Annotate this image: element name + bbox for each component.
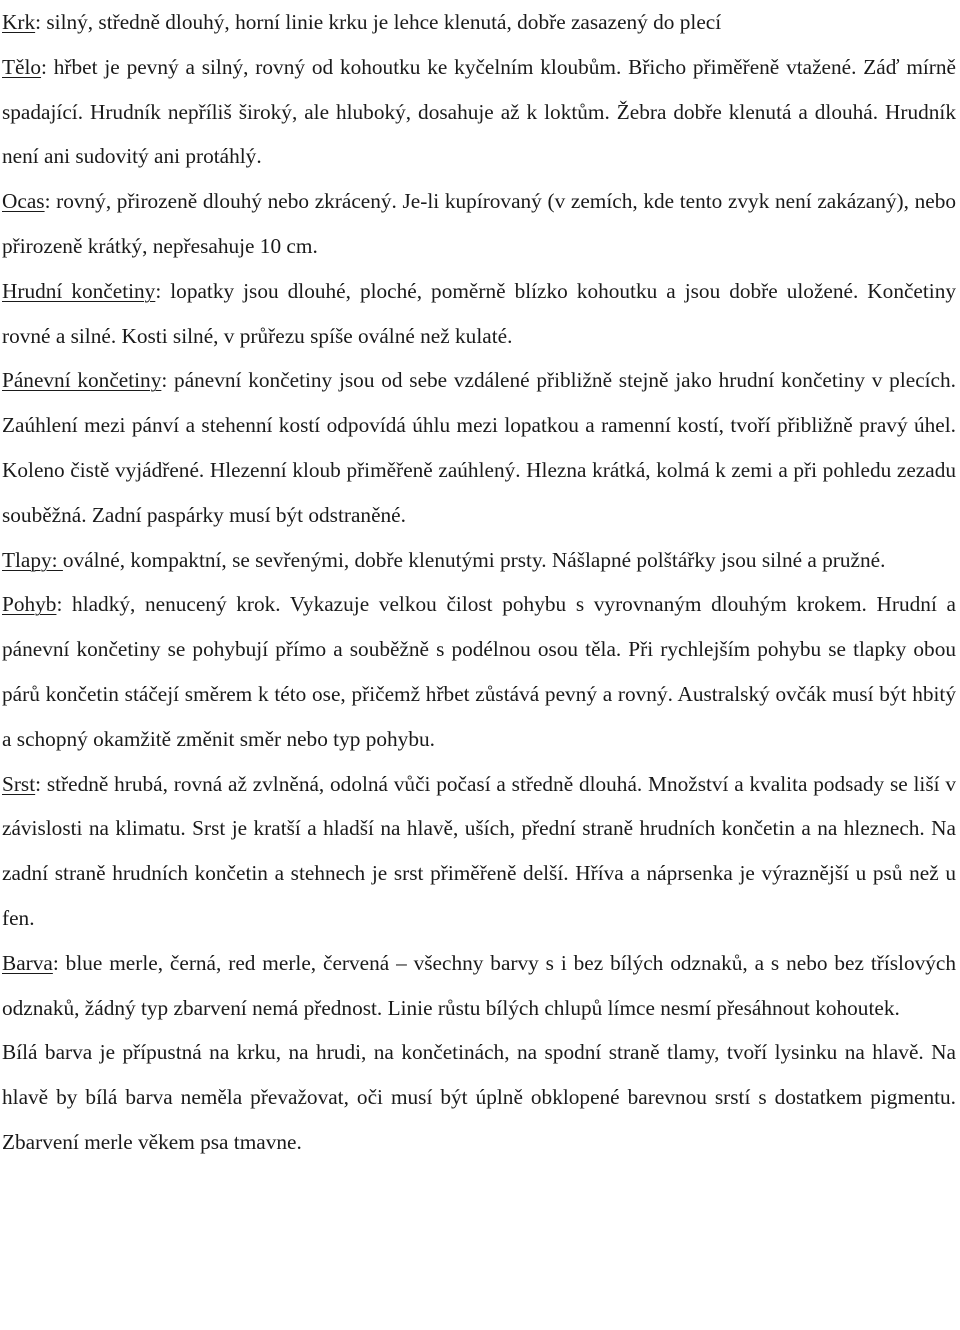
paragraph-text-srst: : středně hrubá, rovná až zvlněná, odolná vůči počasí a středně dlouhá. Množství a kvalita podsady se liší v závislosti na klimatu. Srst je kratší a hladší na hlavě, uších, přední straně hrudních končetin a na hleznech. Na zadní straně hrudních končetin a stehnech je srst přiměřeně delší. Hříva a náprsenka je výraznější u psů než u fen.	[2, 771, 956, 930]
paragraph-text-barva: : blue merle, černá, red merle, červená – všechny barvy s i bez bílých odznaků, a s nebo bez tříslových odznaků, žádný typ zbarvení nemá přednost. Linie růstu bílých chlupů límce nesmí přesáhnout kohoutek.	[2, 950, 956, 1020]
section-term-panevni-konceteiny: Pánevní končetiny	[2, 368, 162, 393]
paragraph-text-tlapy: oválné, kompaktní, se sevřenými, dobře klenutými prsty. Nášlapné polštářky jsou silné a pružné.	[62, 547, 886, 572]
paragraph-text-pohyb: : hladký, nenucený krok. Vykazuje velkou čilost pohybu s vyrovnaným dlouhým krokem. Hrudní a pánevní končetiny se pohybují přímo a souběžně s podélnou osou těla. Při rychlejším pohybu se tlapky obou párů končetin stáčejí směrem k této ose, přičemž hřbet zůstává pevný a rovný. Australský ovčák musí být hbitý a schopný okamžitě změnit směr nebo typ pohybu.	[2, 592, 956, 751]
paragraph-ocas	[2, 179, 956, 269]
section-term-ocas: Ocas	[2, 189, 45, 214]
paragraph-barva	[2, 941, 956, 1031]
paragraph-panevni-konceteiny	[2, 358, 956, 537]
paragraph-pohyb	[2, 582, 956, 761]
section-term-tlapy: Tlapy:	[2, 547, 63, 572]
section-term-srst: Srst	[2, 771, 36, 796]
paragraph-text-hrudni-konceteiny: : lopatky jsou dlouhé, ploché, poměrně blízko kohoutku a jsou dobře uložené. Končetiny rovné a silné. Kosti silné, v průřezu spíše oválné než kulaté.	[2, 278, 957, 348]
document-page	[2, 0, 956, 1165]
paragraph-hrudni-konceteiny	[2, 269, 956, 359]
paragraph-text-bila-barva: Bílá barva je přípustná na krku, na hrudi, na končetinách, na spodní straně tlamy, tvoří lysinku na hlavě. Na hlavě by bílá barva neměla převažovat, oči musí být úplně obklopené barevnou srstí s dostatkem pigmentu. Zbarvení merle věkem psa tmavne.	[2, 1040, 956, 1154]
paragraph-text-panevni-konceteiny: : pánevní končetiny jsou od sebe vzdálené přibližně stejně jako hrudní končetiny v plecích. Zaúhlení mezi pánví a stehenní kostí odpovídá úhlu mezi lopatkou a ramenní kostí, tvoří přibližně pravý úhel. Koleno čistě vyjádřené. Hlezenní kloub přiměřeně zaúhlený. Hlezna krátká, kolmá k zemi a při pohledu zezadu souběžná. Zadní paspárky musí být odstraněné.	[2, 368, 956, 527]
section-term-barva: Barva	[2, 950, 53, 975]
paragraph-text-telo: : hřbet je pevný a silný, rovný od kohoutku ke kyčelním kloubům. Břicho přiměřeně vtažené. Záď mírně spadající. Hrudník nepříliš široký, ale hluboký, dosahuje až k loktům. Žebra dobře klenutá a dlouhá. Hrudník není ani sudovitý ani protáhlý.	[2, 54, 956, 169]
paragraph-tlapy	[2, 538, 956, 583]
section-term-hrudni-konceteiny: Hrudní končetiny	[2, 278, 156, 303]
paragraph-text-krk: : silný, středně dlouhý, horní linie krku je lehce klenutá, dobře zasazený do plecí	[35, 10, 722, 34]
paragraph-telo	[2, 45, 956, 179]
paragraph-bila-barva	[2, 1030, 956, 1164]
section-term-pohyb: Pohyb	[2, 592, 57, 617]
section-term-krk: Krk	[2, 10, 36, 34]
paragraph-krk	[2, 0, 956, 45]
paragraph-text-ocas: : rovný, přirozeně dlouhý nebo zkrácený. Je-li kupírovaný (v zemích, kde tento zvyk není zakázaný), nebo přirozeně krátký, nepřesahuje 10 cm.	[2, 189, 956, 258]
paragraph-srst	[2, 762, 956, 941]
section-term-telo: Tělo	[2, 54, 42, 79]
